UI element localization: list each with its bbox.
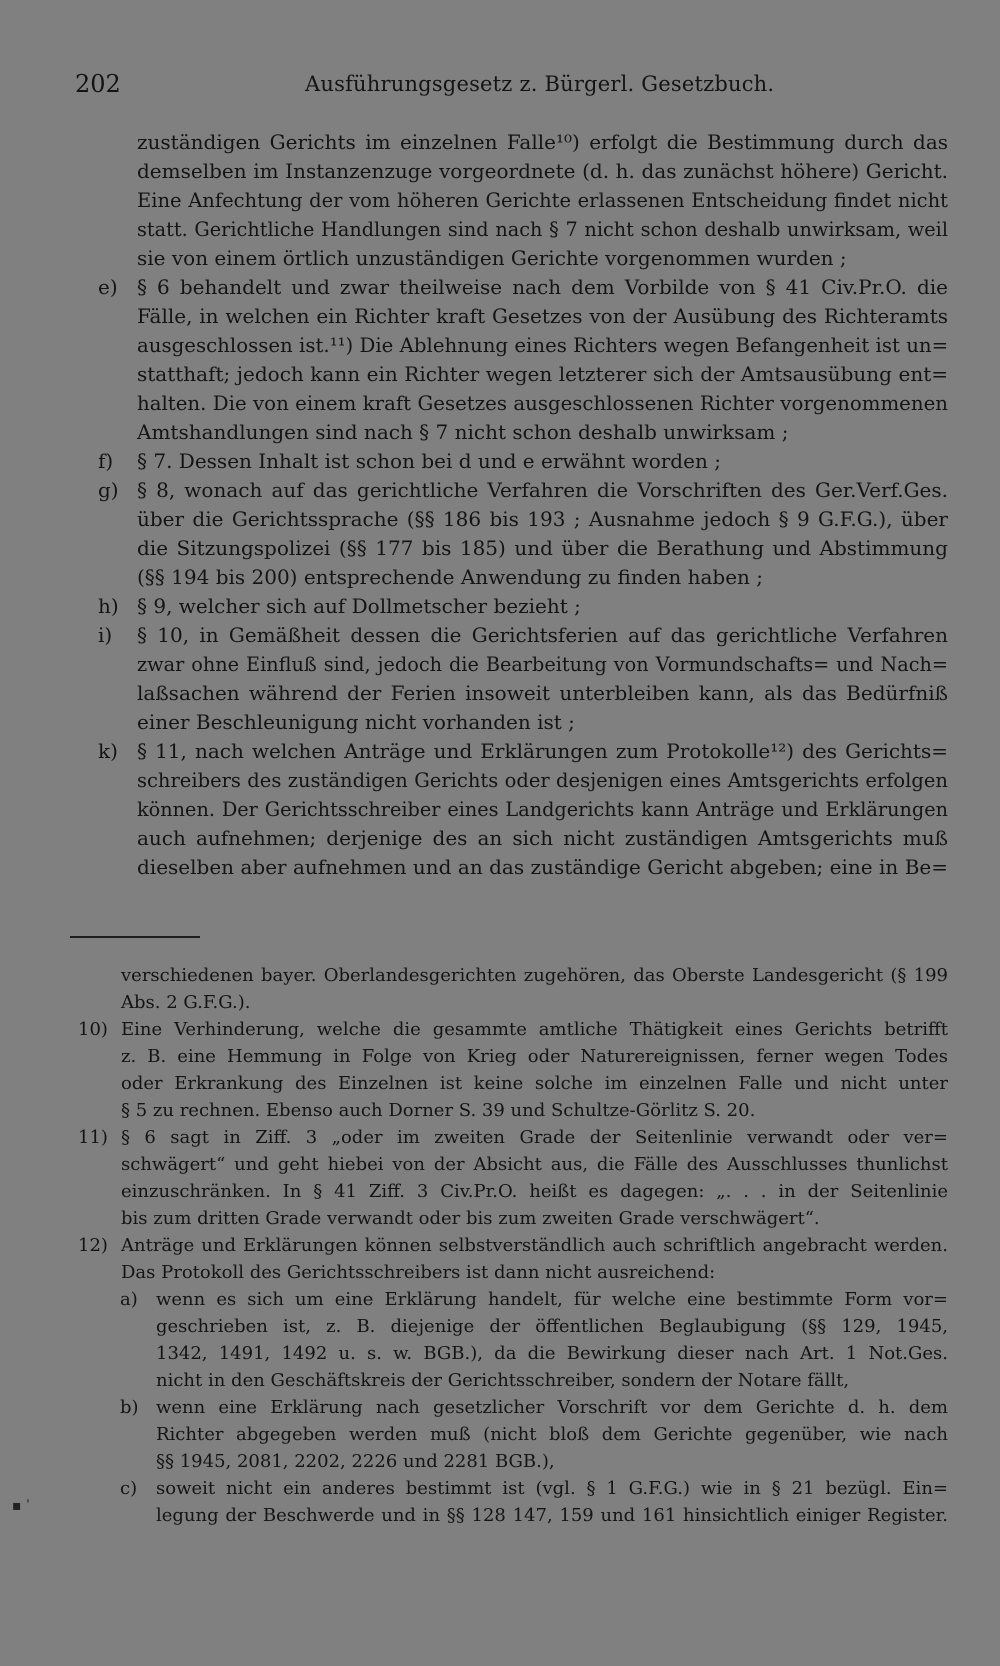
text-line <box>100 795 948 824</box>
footnote-separator <box>70 936 200 938</box>
page-number: 202 <box>75 70 121 98</box>
footnote-number: 10) <box>78 1019 108 1040</box>
footnote-line <box>78 1124 948 1151</box>
text-line <box>100 737 948 766</box>
text-line <box>100 592 948 621</box>
footnote-text: Eine Verhinderung, welche die gesammte amtliche Thätigkeit eines Gerichts betrifft <box>121 1019 948 1040</box>
line-text: demselben im Instanzenzuge vorgeordnete (d. h. das zunächst höhere) Gericht. <box>137 159 948 183</box>
line-text: statt. Gerichtliche Handlungen sind nach § 7 nicht schon deshalb unwirksam, weil <box>137 218 948 241</box>
footnote-number: 12) <box>78 1235 108 1256</box>
footnote-line <box>78 1340 948 1367</box>
line-text: Fälle, in welchen ein Richter kraft Gesetzes von der Ausübung des Richteramts <box>137 304 948 328</box>
text-line <box>100 476 948 505</box>
footnote-text: § 6 sagt in Ziff. 3 „oder im zweiten Grade der Seitenlinie verwandt oder ver= <box>121 1127 948 1148</box>
subitem-label: c) <box>120 1478 138 1499</box>
text-line <box>100 505 948 534</box>
text-line <box>100 128 948 157</box>
text-line <box>100 186 948 215</box>
footnote-text: einzuschränken. In § 41 Ziff. 3 Civ.Pr.O. heißt es dagegen: „. . . in der Seitenlinie <box>121 1181 948 1202</box>
footnote-text: § 5 zu rechnen. Ebenso auch Dorner S. 39 und Schultze-Görlitz S. 20. <box>121 1100 756 1121</box>
footnote-line <box>78 1421 948 1448</box>
text-line <box>100 766 948 795</box>
footnote-text: §§ 1945, 2081, 2202, 2226 und 2281 BGB.), <box>156 1451 555 1472</box>
text-line <box>100 853 948 882</box>
line-text: über die Gerichtssprache (§§ 186 bis 193 ; Ausnahme jedoch § 9 G.F.G.), über <box>137 507 948 531</box>
line-text: (§§ 194 bis 200) entsprechende Anwendung zu finden haben ; <box>137 565 764 589</box>
text-line <box>100 331 948 360</box>
footnote-text: Abs. 2 G.F.G.). <box>121 992 251 1013</box>
footnote-line <box>78 1070 948 1097</box>
line-text: laßsachen während der Ferien insoweit unterbleiben kann, als das Bedürfniß <box>137 681 948 705</box>
line-text: Eine Anfechtung der vom höheren Gerichte erlassenen Entscheidung findet nicht <box>137 189 948 212</box>
line-text: können. Der Gerichtsschreiber eines Landgerichts kann Anträge und Erklärungen <box>137 798 948 821</box>
footnote-text: 1342, 1491, 1492 u. s. w. BGB.), da die Bewirkung dieser nach Art. 1 Not.Ges. <box>156 1343 948 1364</box>
text-line <box>100 273 948 302</box>
item-label: h) <box>98 594 119 618</box>
line-text: schreibers des zuständigen Gerichts oder desjenigen eines Amtsgerichts erfolgen <box>137 769 948 792</box>
footnote-text: wenn eine Erklärung nach gesetzlicher Vorschrift vor dem Gerichte d. h. dem <box>156 1397 948 1418</box>
line-text: § 9, welcher sich auf Dollmetscher bezieht ; <box>137 594 581 618</box>
text-line <box>100 447 948 476</box>
text-line <box>100 389 948 418</box>
subitem-label: a) <box>120 1289 138 1310</box>
footnote-line <box>78 1313 948 1340</box>
line-text: die Sitzungspolizei (§§ 177 bis 185) und über die Berathung und Abstimmung <box>137 536 948 560</box>
footnote-text: Das Protokoll des Gerichtsschreibers ist dann nicht ausreichend: <box>121 1262 716 1283</box>
footnote-text: nicht in den Geschäftskreis der Gerichtsschreiber, sondern der Notare fällt, <box>156 1370 850 1391</box>
footnote-text: bis zum dritten Grade verwandt oder bis zum zweiten Grade verschwägert“. <box>121 1208 820 1229</box>
line-text: zuständigen Gerichts im einzelnen Falle¹⁰) erfolgt die Bestimmung durch das <box>137 130 948 154</box>
footnote-line <box>78 1286 948 1313</box>
text-line <box>100 215 948 244</box>
text-line <box>100 418 948 447</box>
footnote-line <box>78 1232 948 1259</box>
footnote-line <box>78 1151 948 1178</box>
item-label: e) <box>98 275 118 299</box>
footnotes <box>78 962 948 1529</box>
footnote-text: schwägert“ und geht hiebei von der Absicht aus, die Fälle des Ausschlusses thunlichst <box>121 1154 948 1175</box>
footnote-line <box>78 1259 948 1286</box>
footnote-line <box>78 1394 948 1421</box>
text-line <box>100 621 948 650</box>
line-text: § 8, wonach auf das gerichtliche Verfahren die Vorschriften des Ger.Verf.Ges. <box>137 478 948 502</box>
footnote-line <box>78 989 948 1016</box>
line-text: dieselben aber aufnehmen und an das zuständige Gericht abgeben; eine in Be= <box>137 855 948 879</box>
scan-specks: ▪ ˈ <box>12 1498 30 1514</box>
line-text: einer Beschleunigung nicht vorhanden ist ; <box>137 710 575 734</box>
item-label: f) <box>98 449 114 473</box>
footnote-text: verschiedenen bayer. Oberlandesgerichten zugehören, das Oberste Landesgericht (§ 199 <box>121 965 948 986</box>
text-line <box>100 360 948 389</box>
footnote-line <box>78 1043 948 1070</box>
text-line <box>100 244 948 273</box>
text-line <box>100 708 948 737</box>
subitem-label: b) <box>120 1397 139 1418</box>
text-line <box>100 302 948 331</box>
line-text: § 7. Dessen Inhalt ist schon bei d und e erwähnt worden ; <box>137 449 721 473</box>
text-line <box>100 563 948 592</box>
line-text: Amtshandlungen sind nach § 7 nicht schon deshalb unwirksam ; <box>137 420 789 444</box>
item-label: g) <box>98 478 119 502</box>
text-line <box>100 679 948 708</box>
footnote-text: geschrieben ist, z. B. diejenige der öffentlichen Beglaubigung (§§ 129, 1945, <box>156 1316 948 1337</box>
footnote-line <box>78 1367 948 1394</box>
footnote-line <box>78 1502 948 1529</box>
footnote-text: oder Erkrankung des Einzelnen ist keine solche im einzelnen Falle und nicht unter <box>121 1073 948 1094</box>
line-text: auch aufnehmen; derjenige des an sich nicht zuständigen Amtsgerichts muß <box>137 826 948 850</box>
line-text: § 10, in Gemäßheit dessen die Gerichtsferien auf das gerichtliche Verfahren <box>137 623 948 647</box>
item-label: i) <box>98 623 113 647</box>
text-line <box>100 650 948 679</box>
item-label: k) <box>98 739 118 763</box>
page-header <box>75 70 932 106</box>
footnote-line <box>78 1205 948 1232</box>
footnote-line <box>78 1475 948 1502</box>
text-line <box>100 534 948 563</box>
footnote-text: Anträge und Erklärungen können selbstverständlich auch schriftlich angebracht werden. <box>121 1235 948 1256</box>
footnote-text: z. B. eine Hemmung in Folge von Krieg oder Naturereignissen, ferner wegen Todes <box>121 1046 948 1067</box>
line-text: halten. Die von einem kraft Gesetzes ausgeschlossenen Richter vorgenommenen <box>137 392 948 415</box>
main-text <box>100 128 948 882</box>
text-line <box>100 157 948 186</box>
line-text: statthaft; jedoch kann ein Richter wegen letzterer sich der Amtsausübung ent= <box>137 362 948 386</box>
footnote-line <box>78 1448 948 1475</box>
footnote-line <box>78 1016 948 1043</box>
line-text: § 6 behandelt und zwar theilweise nach dem Vorbilde von § 41 Civ.Pr.O. die <box>137 275 948 299</box>
footnote-line <box>78 1178 948 1205</box>
line-text: ausgeschlossen ist.¹¹) Die Ablehnung eines Richters wegen Befangenheit ist un= <box>137 334 949 357</box>
footnote-text: wenn es sich um eine Erklärung handelt, für welche eine bestimmte Form vor= <box>156 1289 948 1310</box>
footnote-text: legung der Beschwerde und in §§ 128 147, 159 und 161 hinsichtlich einiger Register. <box>156 1505 948 1526</box>
footnote-text: soweit nicht ein anderes bestimmt ist (vgl. § 1 G.F.G.) wie in § 21 bezügl. Ein= <box>156 1478 948 1499</box>
footnote-text: Richter abgegeben werden muß (nicht bloß dem Gerichte gegenüber, wie nach <box>156 1424 948 1445</box>
text-line <box>100 824 948 853</box>
line-text: zwar ohne Einfluß sind, jedoch die Bearbeitung von Vormundschafts= und Nach= <box>137 653 948 676</box>
line-text: sie von einem örtlich unzuständigen Gerichte vorgenommen wurden ; <box>137 246 847 270</box>
footnote-number: 11) <box>78 1127 108 1148</box>
footnote-line <box>78 1097 948 1124</box>
footnote-line <box>78 962 948 989</box>
line-text: § 11, nach welchen Anträge und Erklärungen zum Protokolle¹²) des Gerichts= <box>137 739 948 763</box>
running-title: Ausführungsgesetz z. Bürgerl. Gesetzbuch. <box>305 72 775 96</box>
